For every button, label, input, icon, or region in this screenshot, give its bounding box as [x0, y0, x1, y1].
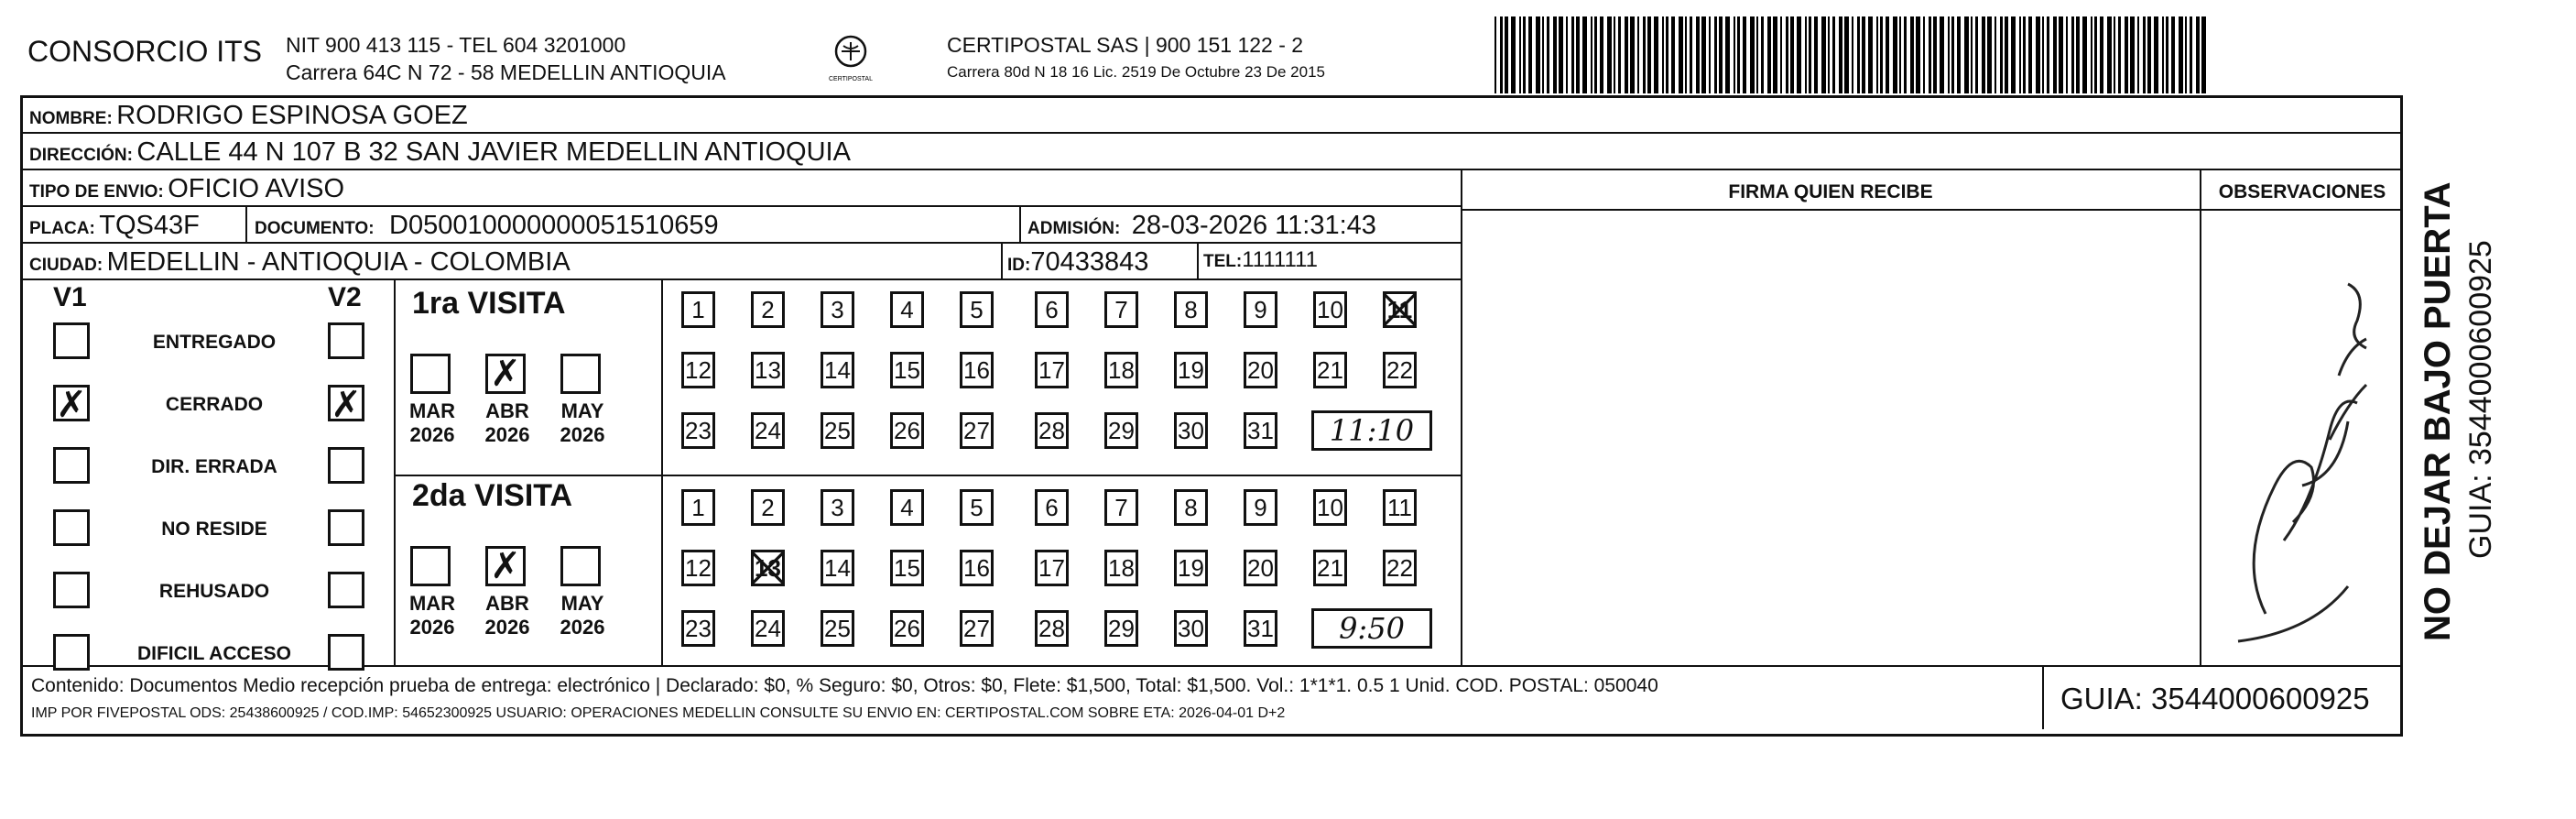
visit2-day-5[interactable]: 5: [960, 489, 994, 526]
barcode-bar: [1857, 16, 1860, 93]
barcode-bar: [1536, 16, 1540, 93]
barcode-bar: [1500, 16, 1503, 93]
visit1-day-28[interactable]: 28: [1035, 412, 1069, 449]
visit2-day-3[interactable]: 3: [821, 489, 854, 526]
barcode-bar: [1809, 16, 1811, 93]
barcode-bar: [1832, 16, 1835, 93]
company-nit: NIT 900 413 115 - TEL 604 3201000: [286, 33, 626, 57]
visit2-day-6[interactable]: 6: [1035, 489, 1069, 526]
handwritten-observation: [2201, 211, 2403, 663]
carrier-address: Carrera 80d N 18 16 Lic. 2519 De Octubre 23 De 2015: [947, 63, 1325, 81]
barcode-bar: [2143, 16, 2146, 93]
imp-line: IMP POR FIVEPOSTAL ODS: 25438600925 / COD.IMP: 54652300925 USUARIO: OPERACIONES MEDELLIN CONSULTE SU ENVIO EN: CERTIPOSTAL.COM SOBRE ETA: 2026-04-01 D+2: [31, 705, 1286, 721]
barcode-bar: [1737, 16, 1740, 93]
visit2-month-checkbox[interactable]: ✗: [485, 546, 526, 586]
visit1-day-1[interactable]: 1: [681, 291, 715, 328]
rule: [22, 169, 2403, 170]
side-guia: GUIA: 3544000600925: [2463, 240, 2498, 559]
v2-checkbox[interactable]: ✗: [328, 385, 364, 421]
no-dejar-bajo-puerta: NO DEJAR BAJO PUERTA: [2418, 181, 2458, 641]
company-info: [286, 31, 726, 86]
barcode-bar: [1734, 16, 1735, 93]
observaciones-label: OBSERVACIONES: [2218, 181, 2386, 202]
visit1-day-12[interactable]: 12: [681, 352, 715, 388]
visit1-year-label: 2026: [409, 423, 455, 446]
barcode-bar: [1571, 16, 1574, 93]
barcode-bar: [2147, 16, 2151, 93]
barcode-bar: [1868, 16, 1873, 93]
rule: [22, 278, 1462, 280]
barcode-bar: [1893, 16, 1897, 93]
rule: [1019, 207, 1021, 242]
barcode-bar: [1916, 16, 1920, 93]
barcode-bar: [1709, 16, 1711, 93]
barcode-bar: [2000, 16, 2003, 93]
tel-field: [1203, 247, 1318, 273]
barcode-bar: [1505, 16, 1508, 93]
admission-field: [1027, 211, 1376, 241]
status-option-label: NO RESIDE: [161, 519, 267, 540]
barcode-bar: [2011, 16, 2016, 93]
v1-label: V1: [53, 282, 87, 312]
visit2-day-27[interactable]: 27: [960, 610, 994, 647]
visit1-day-5[interactable]: 5: [960, 291, 994, 328]
visit2-month-label: ABR: [485, 592, 529, 615]
visit1-day-6[interactable]: 6: [1035, 291, 1069, 328]
visit1-time-box[interactable]: 11:10: [1311, 410, 1432, 451]
admission-label: ADMISIÓN:: [1027, 219, 1121, 238]
visit2-day-2[interactable]: 2: [751, 489, 785, 526]
name-label: NOMBRE:: [29, 109, 113, 128]
barcode-bar: [1725, 16, 1730, 93]
visit2-year-label: 2026: [560, 616, 605, 639]
barcode-bar: [1630, 16, 1635, 93]
barcode-bar: [2190, 16, 2192, 93]
visit1-day-3[interactable]: 3: [821, 291, 854, 328]
barcode-bar: [1852, 16, 1853, 93]
visit2-day-25[interactable]: 25: [821, 610, 854, 647]
visit1-month-checkbox[interactable]: [410, 354, 451, 394]
visit1-month-checkbox[interactable]: [560, 354, 601, 394]
visit2-year-label: 2026: [484, 616, 530, 639]
visit2-month-checkbox[interactable]: [410, 546, 451, 586]
visit2-month-label: MAY: [560, 592, 604, 615]
barcode-bar: [1880, 16, 1883, 93]
visit1-day-19[interactable]: 19: [1174, 352, 1208, 388]
visit2-day-13[interactable]: 13: [751, 550, 785, 586]
logo-text: CERTIPOSTAL: [829, 76, 873, 82]
barcode-bar: [1805, 16, 1807, 93]
visit1-day-26[interactable]: 26: [890, 412, 924, 449]
visit1-day-8[interactable]: 8: [1174, 291, 1208, 328]
visit2-day-10[interactable]: 10: [1313, 489, 1347, 526]
v2-checkbox[interactable]: [328, 634, 364, 671]
rule: [1461, 169, 1462, 665]
barcode-bar: [1964, 16, 1969, 93]
barcode-bar: [1547, 16, 1549, 93]
barcode-bar: [2053, 16, 2057, 93]
barcode-bar: [1743, 16, 1746, 93]
barcode-bar: [1690, 16, 1692, 93]
visit1-day-18[interactable]: 18: [1104, 352, 1138, 388]
v2-checkbox[interactable]: [328, 572, 364, 608]
barcode-bar: [2201, 16, 2206, 93]
barcode-bar: [1862, 16, 1865, 93]
barcode-bar: [2154, 16, 2158, 93]
v2-checkbox[interactable]: [328, 509, 364, 546]
document-value: D050010000000051510659: [389, 211, 719, 240]
id-value: 70433843: [1030, 247, 1149, 277]
visit1-day-17[interactable]: 17: [1035, 352, 1069, 388]
id-field: [1007, 247, 1148, 278]
barcode-bar: [2091, 16, 2092, 93]
barcode-bar: [1607, 16, 1612, 93]
barcode-bar: [1528, 16, 1532, 93]
barcode-bar: [1899, 16, 1901, 93]
barcode-bar: [1948, 16, 1950, 93]
visit2-day-26[interactable]: 26: [890, 610, 924, 647]
barcode-bar: [1790, 16, 1794, 93]
rule: [1001, 244, 1003, 278]
barcode-bar: [1600, 16, 1603, 93]
company-name: CONSORCIO ITS: [27, 35, 263, 68]
barcode-bar: [1719, 16, 1723, 93]
v1-checkbox[interactable]: [53, 322, 90, 359]
visit1-year-label: 2026: [484, 423, 530, 446]
name-row: [29, 101, 468, 131]
visit2-day-1[interactable]: 1: [681, 489, 715, 526]
rule: [22, 242, 1462, 244]
guia-number: GUIA: 3544000600925: [2060, 682, 2370, 715]
barcode-bar: [1773, 16, 1777, 93]
rule: [22, 132, 2403, 134]
barcode-bar: [1523, 16, 1526, 93]
visit1-day-30[interactable]: 30: [1174, 412, 1208, 449]
barcode-bar: [1654, 16, 1658, 93]
contents-line: Contenido: Documentos Medio recepción prueba de entrega: electrónico | Declarado: $0, % Seguro: $0, Otros: $0, Flete: $1,500, Total: $1,500. Vol.: 1*1*1. 0.5 1 Unid. COD. POSTAL: 050040: [31, 675, 1658, 696]
visit1-day-22[interactable]: 22: [1383, 352, 1417, 388]
visit1-day-21[interactable]: 21: [1313, 352, 1347, 388]
barcode-bar: [2071, 16, 2074, 93]
recipient-name: RODRIGO ESPINOSA GOEZ: [116, 101, 468, 130]
v2-checkbox[interactable]: [328, 322, 364, 359]
v1-checkbox[interactable]: [53, 572, 90, 608]
v2-checkbox[interactable]: [328, 447, 364, 484]
v1-checkbox[interactable]: [53, 509, 90, 546]
barcode-bar: [2059, 16, 2063, 93]
visit1-day-10[interactable]: 10: [1313, 291, 1347, 328]
barcode-bar: [1559, 16, 1563, 93]
v2-label: V2: [328, 282, 362, 312]
id-label: ID:: [1007, 256, 1031, 275]
visit1-day-25[interactable]: 25: [821, 412, 854, 449]
visit2-title: 2da VISITA: [412, 478, 573, 513]
barcode-bar: [1886, 16, 1889, 93]
visit2-day-4[interactable]: 4: [890, 489, 924, 526]
barcode-bar: [2094, 16, 2097, 93]
visit2-day-19[interactable]: 19: [1174, 550, 1208, 586]
shipment-type: OFICIO AVISO: [168, 174, 345, 203]
barcode-bar: [1714, 16, 1717, 93]
barcode-bar: [2107, 16, 2112, 93]
type-label: TIPO DE ENVIO:: [29, 182, 164, 202]
visit2-day-21[interactable]: 21: [1313, 550, 1347, 586]
visit2-day-8[interactable]: 8: [1174, 489, 1208, 526]
barcode-bar: [2036, 16, 2040, 93]
visit2-day-14[interactable]: 14: [821, 550, 854, 586]
visit2-day-28[interactable]: 28: [1035, 610, 1069, 647]
visit1-month-checkbox[interactable]: ✗: [485, 354, 526, 394]
admission-value: 28-03-2026 11:31:43: [1131, 211, 1376, 240]
barcode-bar: [2185, 16, 2187, 93]
barcode-bar: [1786, 16, 1788, 93]
barcode: [1495, 16, 2227, 93]
barcode-bar: [1696, 16, 1700, 93]
barcode-bar: [2047, 16, 2049, 93]
barcode-bar: [2171, 16, 2175, 93]
barcode-bar: [1591, 16, 1592, 93]
barcode-bar: [1618, 16, 1621, 93]
visit2-time-box[interactable]: 9:50: [1311, 608, 1432, 649]
barcode-bar: [2137, 16, 2139, 93]
barcode-bar: [1971, 16, 1973, 93]
barcode-bar: [1876, 16, 1878, 93]
barcode-bar: [1828, 16, 1830, 93]
barcode-bar: [1511, 16, 1516, 93]
visit1-day-16[interactable]: 16: [960, 352, 994, 388]
barcode-bar: [1957, 16, 1961, 93]
barcode-bar: [1671, 16, 1675, 93]
barcode-bar: [1625, 16, 1628, 93]
visit2-day-29[interactable]: 29: [1104, 610, 1138, 647]
type-row: [29, 174, 344, 204]
visit2-day-23[interactable]: 23: [681, 610, 715, 647]
barcode-bar: [1987, 16, 1992, 93]
v1-checkbox[interactable]: [53, 634, 90, 671]
barcode-bar: [2023, 16, 2026, 93]
visit1-day-11[interactable]: 11: [1383, 291, 1417, 328]
visit1-day-29[interactable]: 29: [1104, 412, 1138, 449]
visit1-day-7[interactable]: 7: [1104, 291, 1138, 328]
barcode-bar: [2042, 16, 2044, 93]
barcode-bar: [1933, 16, 1937, 93]
barcode-bar: [1495, 16, 1496, 93]
visit1-day-4[interactable]: 4: [890, 291, 924, 328]
barcode-bar: [1662, 16, 1664, 93]
barcode-bar: [1756, 16, 1758, 93]
visit1-title: 1ra VISITA: [412, 286, 566, 321]
visit2-day-30[interactable]: 30: [1174, 610, 1208, 647]
carrier-name: CERTIPOSTAL SAS | 900 151 122 - 2: [947, 33, 1304, 57]
visit2-day-9[interactable]: 9: [1244, 489, 1277, 526]
barcode-bar: [1637, 16, 1639, 93]
barcode-bar: [1594, 16, 1597, 93]
barcode-bar: [2019, 16, 2021, 93]
visit2-month-checkbox[interactable]: [560, 546, 601, 586]
visit1-month-label: MAY: [560, 399, 604, 422]
barcode-bar: [1542, 16, 1544, 93]
plate-label: PLACA:: [29, 219, 95, 238]
visit1-day-31[interactable]: 31: [1244, 412, 1277, 449]
barcode-bar: [2076, 16, 2080, 93]
status-option-label: ENTREGADO: [152, 332, 277, 353]
barcode-bar: [1839, 16, 1842, 93]
barcode-bar: [1761, 16, 1764, 93]
tel-label: TEL:: [1203, 252, 1243, 271]
barcode-bar: [2066, 16, 2068, 93]
barcode-bar: [1982, 16, 1985, 93]
rule: [1197, 244, 1199, 278]
barcode-bar: [2005, 16, 2008, 93]
tel-value: 1111111: [1242, 247, 1318, 272]
barcode-bar: [1797, 16, 1801, 93]
status-option-label: DIR. ERRADA: [151, 456, 277, 477]
barcode-bar: [2028, 16, 2032, 93]
barcode-bar: [1576, 16, 1580, 93]
barcode-bar: [1821, 16, 1826, 93]
barcode-bar: [2196, 16, 2200, 93]
visit1-day-9[interactable]: 9: [1244, 291, 1277, 328]
visit2-day-12[interactable]: 12: [681, 550, 715, 586]
barcode-bar: [2118, 16, 2121, 93]
visit2-day-31[interactable]: 31: [1244, 610, 1277, 647]
status-option-label: REHUSADO: [158, 581, 270, 602]
visit2-day-11[interactable]: 11: [1383, 489, 1417, 526]
barcode-bar: [1553, 16, 1557, 93]
barcode-bar: [1614, 16, 1615, 93]
city-label: CIUDAD:: [29, 256, 103, 275]
rule: [22, 205, 1462, 207]
barcode-bar: [1701, 16, 1706, 93]
firma-label: FIRMA QUIEN RECIBE: [1728, 181, 1933, 202]
barcode-bar: [1910, 16, 1914, 93]
carrier-info: [947, 31, 1325, 86]
visit2-month-label: MAR: [408, 592, 456, 615]
visit1-day-24[interactable]: 24: [751, 412, 785, 449]
barcode-bar: [2114, 16, 2115, 93]
barcode-bar: [2130, 16, 2135, 93]
barcode-bar: [1904, 16, 1907, 93]
visit2-day-20[interactable]: 20: [1244, 550, 1277, 586]
visit1-day-13[interactable]: 13: [751, 352, 785, 388]
barcode-bar: [1666, 16, 1668, 93]
visit2-day-7[interactable]: 7: [1104, 489, 1138, 526]
barcode-bar: [1814, 16, 1818, 93]
visit1-day-23[interactable]: 23: [681, 412, 715, 449]
visit2-day-16[interactable]: 16: [960, 550, 994, 586]
barcode-bar: [1780, 16, 1782, 93]
rule: [394, 475, 1462, 476]
visit1-day-2[interactable]: 2: [751, 291, 785, 328]
v1-checkbox[interactable]: ✗: [53, 385, 90, 421]
barcode-bar: [1519, 16, 1521, 93]
v1-checkbox[interactable]: [53, 447, 90, 484]
rule: [22, 665, 2403, 667]
barcode-bar: [1951, 16, 1954, 93]
status-option-label: DIFICIL ACCESO: [136, 643, 291, 664]
barcode-bar: [1643, 16, 1646, 93]
rule: [394, 278, 396, 665]
barcode-bar: [1929, 16, 1931, 93]
barcode-bar: [1566, 16, 1568, 93]
visit1-month-label: ABR: [485, 399, 529, 422]
barcode-bar: [2179, 16, 2183, 93]
plate-value: TQS43F: [99, 211, 200, 240]
rule: [2042, 667, 2044, 729]
visit2-year-label: 2026: [409, 616, 455, 639]
visit1-day-14[interactable]: 14: [821, 352, 854, 388]
document-field: [255, 211, 719, 241]
city-field: [29, 247, 571, 278]
visit1-day-15[interactable]: 15: [890, 352, 924, 388]
barcode-bar: [1767, 16, 1771, 93]
barcode-bar: [2162, 16, 2164, 93]
status-option-label: CERRADO: [165, 394, 264, 415]
city-value: MEDELLIN - ANTIOQUIA - COLOMBIA: [106, 247, 571, 277]
visit2-day-18[interactable]: 18: [1104, 550, 1138, 586]
company-address: Carrera 64C N 72 - 58 MEDELLIN ANTIOQUIA: [286, 60, 726, 84]
rule: [245, 207, 247, 242]
document-label: DOCUMENTO:: [255, 219, 375, 238]
barcode-bar: [1750, 16, 1755, 93]
visit1-year-label: 2026: [560, 423, 605, 446]
barcode-bar: [1647, 16, 1651, 93]
address-row: [29, 137, 851, 168]
visit2-day-17[interactable]: 17: [1035, 550, 1069, 586]
visit1-day-20[interactable]: 20: [1244, 352, 1277, 388]
address-label: DIRECCIÓN:: [29, 146, 133, 165]
visit2-day-22[interactable]: 22: [1383, 550, 1417, 586]
visit2-day-15[interactable]: 15: [890, 550, 924, 586]
barcode-bar: [2100, 16, 2103, 93]
visit2-day-24[interactable]: 24: [751, 610, 785, 647]
barcode-bar: [1685, 16, 1687, 93]
barcode-bar: [1994, 16, 1996, 93]
barcode-bar: [1940, 16, 1944, 93]
barcode-bar: [2082, 16, 2087, 93]
visit1-day-27[interactable]: 27: [960, 412, 994, 449]
barcode-bar: [2125, 16, 2128, 93]
barcode-bar: [1844, 16, 1849, 93]
barcode-bar: [2166, 16, 2168, 93]
plate-field: [29, 211, 200, 241]
barcode-bar: [1582, 16, 1587, 93]
certipostal-logo: [829, 33, 873, 88]
barcode-bar: [1923, 16, 1925, 93]
rule: [661, 278, 663, 665]
barcode-bar: [1679, 16, 1683, 93]
recipient-address: CALLE 44 N 107 B 32 SAN JAVIER MEDELLIN ANTIOQUIA: [136, 137, 851, 167]
barcode-bar: [1975, 16, 1978, 93]
visit1-month-label: MAR: [408, 399, 456, 422]
